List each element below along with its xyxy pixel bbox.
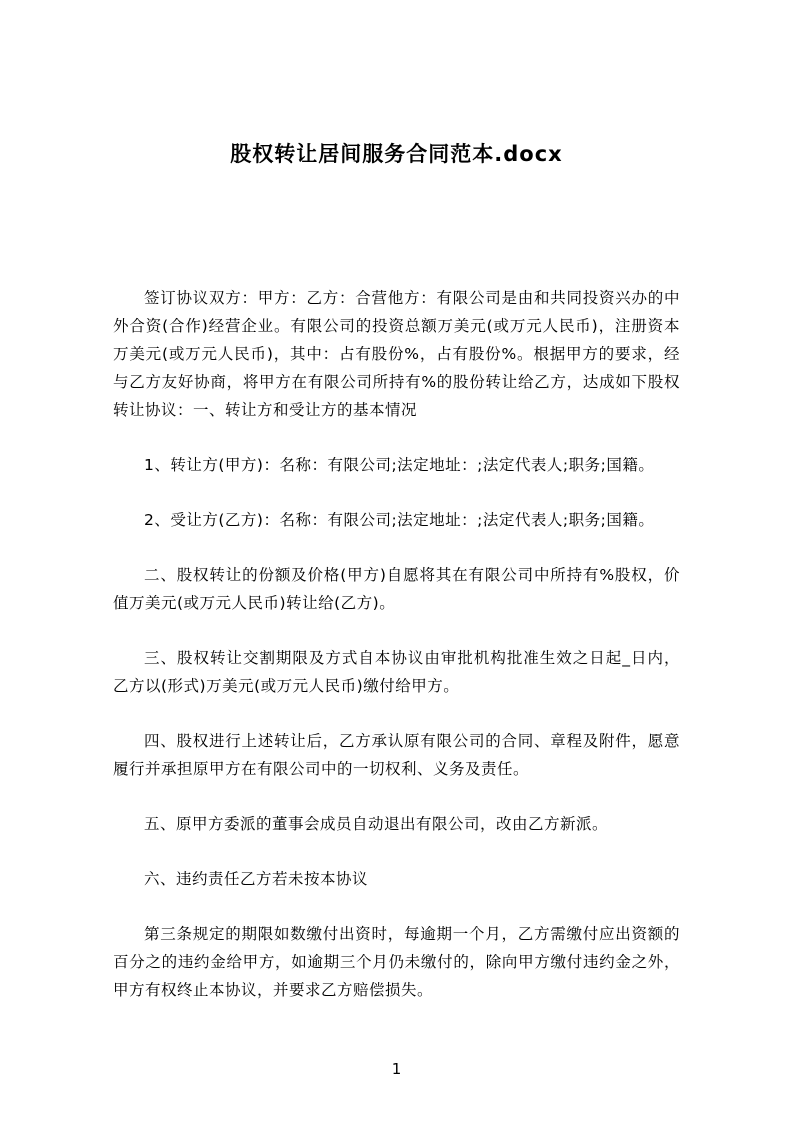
paragraph-intro: 签订协议双方：甲方：乙方：合营他方：有限公司是由和共同投资兴办的中外合资(合作)经营企业。有限公司的投资总额万美元(或万元人民币)，注册资本万美元(或万元人民币)，其中：占有股份%，占有股份%。根据甲方的要求，经与乙方友好协商，将甲方在有限公司所持有%的股份转让给乙方，达成如下股权转让协议：一、转让方和受让方的基本情况 (113, 289, 680, 419)
document-body (113, 284, 680, 1031)
page-footer (0, 1059, 793, 1078)
paragraph-clause-4: 四、股权进行上述转让后，乙方承认原有限公司的合同、章程及附件，愿意履行并承担原甲方在有限公司中的一切权利、义务及责任。 (113, 732, 680, 778)
paragraph-clause-3: 三、股权转让交割期限及方式自本协议由审批机构批准生效之日起_日内，乙方以(形式)万美元(或万元人民币)缴付给甲方。 (113, 649, 680, 695)
paragraph-clause-2: 二、股权转让的份额及价格(甲方)自愿将其在有限公司中所持有%股权，价值万美元(或万元人民币)转让给(乙方)。 (113, 566, 680, 612)
paragraph-transferor: 1、转让方(甲方)：名称：有限公司;法定地址：;法定代表人;职务;国籍。 (144, 456, 655, 474)
paragraph-clause-6: 六、违约责任乙方若未按本协议 (144, 870, 369, 888)
document-title: 股权转让居间服务合同范本.docx (230, 142, 563, 166)
paragraph-transferee: 2、受让方(乙方)：名称：有限公司;法定地址：;法定代表人;职务;国籍。 (144, 511, 655, 529)
paragraph-penalty: 第三条规定的期限如数缴付出资时，每逾期一个月，乙方需缴付应出资额的百分之的违约金给甲方，如逾期三个月仍未缴付的，除向甲方缴付违约金之外，甲方有权终止本协议，并要求乙方赔偿损失。 (113, 925, 680, 999)
paragraph-clause-5: 五、原甲方委派的董事会成员自动退出有限公司，改由乙方新派。 (144, 815, 609, 833)
page-number: 1 (391, 1060, 402, 1078)
